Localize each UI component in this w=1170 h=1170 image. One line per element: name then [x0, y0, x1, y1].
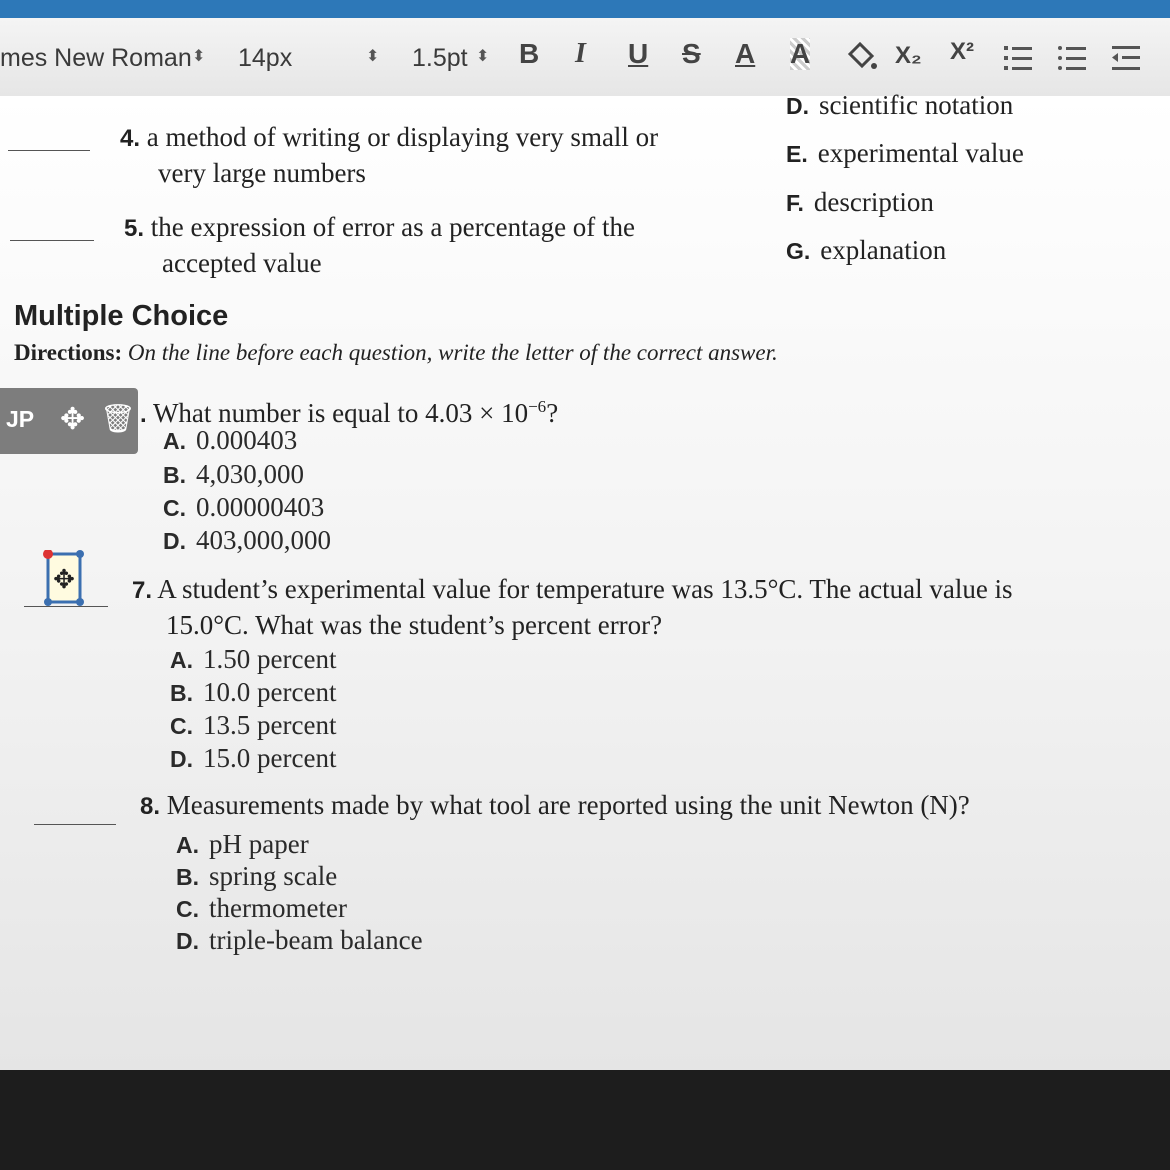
choice-text: description: [813, 187, 934, 217]
choice-text: explanation: [820, 235, 947, 265]
option-letter: D.: [170, 746, 193, 772]
numbered-list-icon[interactable]: [1004, 44, 1032, 77]
answer-blank-8[interactable]: [34, 824, 116, 825]
section-title: Multiple Choice: [14, 300, 229, 332]
option-b: [163, 459, 304, 490]
question-text-line2: accepted value: [162, 248, 322, 278]
option-letter: B.: [163, 462, 186, 488]
option-letter: A.: [170, 647, 193, 673]
option-letter: C.: [176, 896, 199, 922]
line-width-select[interactable]: 1.5pt: [412, 44, 468, 72]
option-text: 13.5 percent: [203, 710, 337, 740]
text-color-icon[interactable]: A: [735, 38, 756, 69]
option-text: 15.0 percent: [203, 743, 337, 773]
question-number: 8.: [140, 793, 161, 820]
underline-icon[interactable]: U: [628, 38, 649, 69]
matching-choice-f: [786, 187, 934, 218]
choice-text: scientific notation: [819, 90, 1014, 120]
option-letter: B.: [176, 864, 199, 890]
option-text: thermometer: [209, 893, 347, 923]
option-letter: B.: [170, 680, 193, 706]
option-text: pH paper: [209, 829, 309, 859]
choice-letter: G.: [786, 238, 811, 264]
matching-choice-e: [786, 138, 1024, 169]
option-c: [163, 492, 324, 523]
question-text-end: ?: [546, 398, 559, 428]
choice-letter: F.: [786, 190, 804, 216]
option-c: [176, 893, 347, 924]
option-a: [170, 644, 336, 675]
question-text-line2: 15.0°C. What was the student’s percent error?: [166, 610, 663, 640]
option-letter: D.: [163, 528, 186, 554]
font-family-select[interactable]: mes New Roman: [0, 44, 192, 72]
option-letter: A.: [163, 428, 186, 454]
question-text-line1: the expression of error as a percentage of the: [150, 212, 636, 242]
question-number: 7.: [132, 577, 153, 604]
option-text: 10.0 percent: [203, 677, 337, 707]
subscript-icon[interactable]: X₂: [895, 42, 922, 69]
matching-choice-d: [786, 90, 1013, 121]
option-letter: C.: [170, 713, 193, 739]
directions-text: On the line before each question, write the letter of the correct answer.: [127, 340, 778, 365]
option-c: [170, 710, 336, 741]
svg-text:✥: ✥: [53, 565, 75, 595]
option-text: triple-beam balance: [209, 925, 423, 955]
question-exponent: −6: [528, 397, 547, 416]
matching-question-5: [124, 210, 744, 280]
drag-handle-icon[interactable]: [42, 550, 86, 606]
answer-blank-7[interactable]: [24, 606, 108, 607]
question-text-line1: A student’s experimental value for temperature was 13.5°C. The actual value is: [157, 574, 1013, 604]
question-text: Measurements made by what tool are reported using the unit Newton (N)?: [166, 790, 970, 820]
font-size-stepper[interactable]: ⬍: [366, 48, 380, 65]
option-letter: A.: [176, 832, 199, 858]
option-b: [176, 861, 337, 892]
strikethrough-icon[interactable]: S: [682, 38, 701, 69]
question-text-line2: very large numbers: [158, 158, 366, 188]
italic-icon[interactable]: I: [575, 38, 586, 69]
answer-blank-4[interactable]: [8, 150, 90, 151]
monitor-bezel: [0, 1070, 1170, 1170]
choice-letter: E.: [786, 141, 808, 167]
option-text: spring scale: [209, 861, 338, 891]
option-d: [170, 743, 336, 774]
trash-icon[interactable]: 🗑: [100, 403, 136, 434]
option-text: 1.50 percent: [203, 644, 337, 674]
question-number: 4.: [120, 125, 141, 152]
option-letter: C.: [163, 495, 186, 521]
question-number: 5.: [124, 215, 145, 242]
option-b: [170, 677, 336, 708]
matching-choice-g: [786, 235, 946, 266]
annotation-initials[interactable]: JP: [6, 406, 35, 432]
superscript-icon[interactable]: X²: [950, 38, 974, 65]
bulleted-list-icon[interactable]: [1058, 44, 1086, 77]
bold-icon[interactable]: B: [519, 38, 540, 69]
option-d: [176, 925, 423, 956]
matching-question-4: [120, 120, 740, 190]
option-text: 0.00000403: [196, 492, 325, 522]
directions-label: Directions:: [14, 340, 123, 365]
option-text: 403,000,000: [196, 525, 331, 555]
option-text: 4,030,000: [196, 459, 304, 489]
option-letter: D.: [176, 928, 199, 954]
mc-question-7: [132, 572, 1132, 642]
line-width-stepper[interactable]: ⬍: [476, 48, 490, 65]
formatting-toolbar: [0, 18, 1170, 98]
option-a: [176, 829, 309, 860]
directions: [14, 340, 778, 366]
option-d: [163, 525, 331, 556]
font-size-select[interactable]: 14px: [238, 44, 293, 72]
font-family-stepper[interactable]: ⬍: [192, 48, 206, 65]
option-a: [163, 425, 297, 456]
mc-question-8: [140, 788, 1140, 824]
question-text: What number is equal to 4.03 × 10: [152, 398, 529, 428]
annotation-widget[interactable]: [0, 388, 138, 454]
fill-bucket-icon[interactable]: [842, 38, 878, 79]
answer-blank-5[interactable]: [10, 240, 94, 241]
option-text: 0.000403: [196, 425, 298, 455]
highlight-icon[interactable]: A: [790, 38, 811, 69]
choice-text: experimental value: [817, 138, 1024, 168]
move-icon[interactable]: ✥: [60, 403, 86, 436]
question-number: .: [140, 401, 147, 428]
choice-letter: D.: [786, 93, 809, 119]
question-text-line1: a method of writing or displaying very small or: [146, 122, 659, 152]
outdent-icon[interactable]: [1112, 44, 1140, 77]
